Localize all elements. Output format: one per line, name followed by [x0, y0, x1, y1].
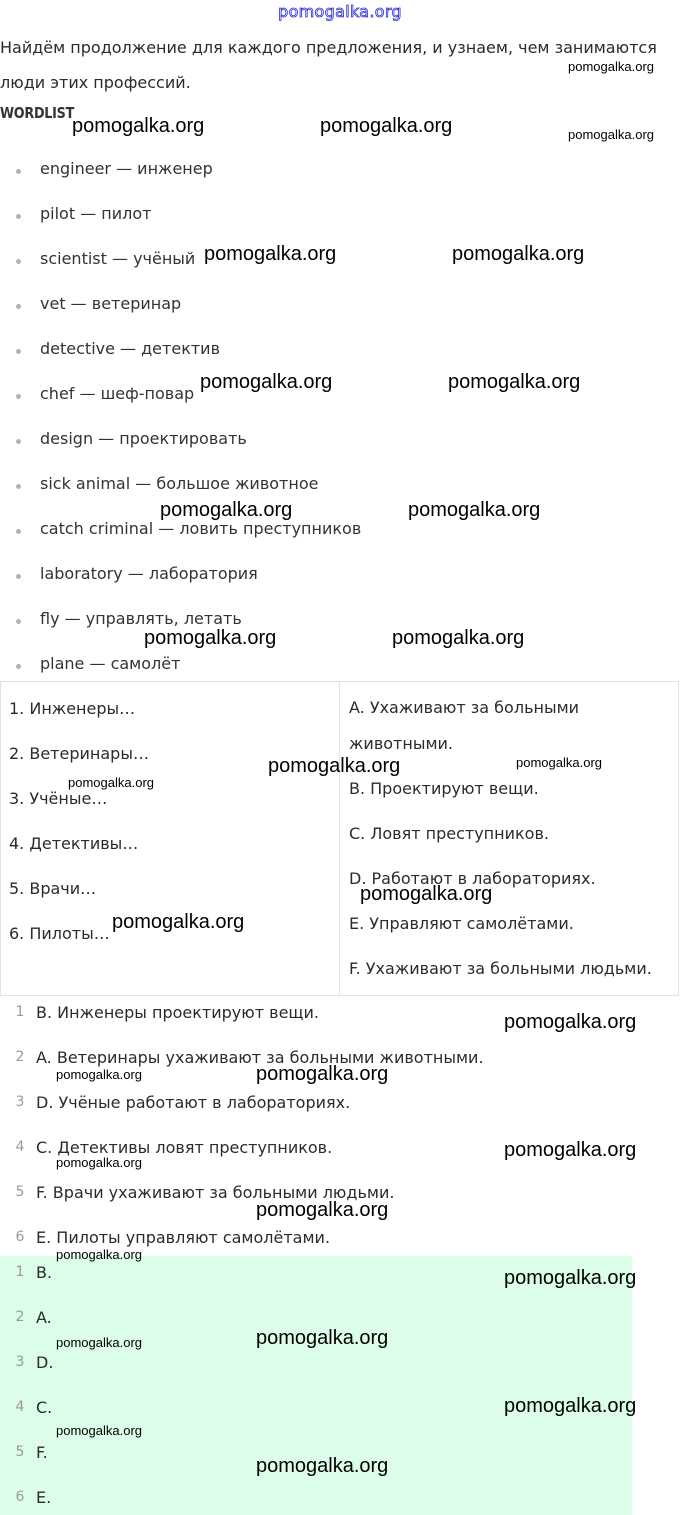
watermark: pomogalka.org: [256, 1455, 389, 1477]
bullet-icon: [16, 394, 21, 399]
answer-text: C.: [36, 1398, 53, 1417]
watermark: pomogalka.org: [56, 1423, 142, 1438]
answer-number: 1: [15, 1004, 25, 1020]
bullet-icon: [16, 484, 21, 489]
answer-number: 4: [15, 1399, 25, 1415]
matching-table: [0, 681, 679, 996]
watermark: pomogalka.org: [256, 1199, 389, 1221]
watermark: pomogalka.org: [200, 371, 333, 393]
answer-number: 6: [15, 1229, 25, 1245]
bullet-icon: [16, 169, 21, 174]
answer-number: 2: [15, 1309, 25, 1325]
watermark: pomogalka.org: [56, 1247, 142, 1262]
watermark: pomogalka.org: [568, 127, 654, 142]
watermark: pomogalka.org: [144, 627, 277, 649]
bullet-icon: [16, 214, 21, 219]
left-column-item: 2. Ветеринары…: [9, 744, 149, 763]
table-divider: [339, 682, 340, 995]
answer-number: 5: [15, 1184, 25, 1200]
left-column-item: 4. Детективы…: [9, 834, 139, 853]
answer-text: E. Пилоты управляют самолётами.: [36, 1228, 331, 1247]
watermark: pomogalka.org: [504, 1011, 637, 1033]
wordlist-heading: WORDLIST: [0, 104, 75, 122]
left-column-item: 5. Врачи…: [9, 879, 97, 898]
answer-text: D. Учёные работают в лабораториях.: [36, 1093, 351, 1112]
answer-text: A. Ветеринары ухаживают за больными животными.: [36, 1048, 484, 1067]
answer-number: 3: [15, 1094, 25, 1110]
right-column-item: D. Работают в лабораториях.: [349, 869, 596, 888]
watermark: pomogalka.org: [504, 1139, 637, 1161]
right-column-item: E. Управляют самолётами.: [349, 914, 574, 933]
watermark: pomogalka.org: [392, 627, 525, 649]
watermark: pomogalka.org: [504, 1267, 637, 1289]
bullet-icon: [16, 619, 21, 624]
watermark: pomogalka.org: [56, 1067, 142, 1082]
watermark: pomogalka.org: [256, 1063, 389, 1085]
answer-text: B.: [36, 1263, 53, 1282]
watermark: pomogalka.org: [448, 371, 581, 393]
watermark: pomogalka.org: [268, 755, 401, 777]
watermark: pomogalka.org: [452, 243, 585, 265]
answer-number: 2: [15, 1049, 25, 1065]
answer-number: 6: [15, 1489, 25, 1505]
watermark: pomogalka.org: [256, 1327, 389, 1349]
left-column-item: 1. Инженеры…: [9, 699, 136, 718]
answer-text: E.: [36, 1488, 52, 1507]
watermark: pomogalka.org: [56, 1155, 142, 1170]
answer-number: 5: [15, 1444, 25, 1460]
right-column-item: A. Ухаживают за больными животными.: [349, 698, 580, 753]
watermark: pomogalka.org: [160, 499, 293, 521]
bullet-icon: [16, 439, 21, 444]
bullet-icon: [16, 664, 21, 669]
watermark: pomogalka.org: [320, 115, 453, 137]
answer-number: 1: [15, 1264, 25, 1280]
bullet-icon: [16, 304, 21, 309]
watermark: pomogalka.org: [408, 499, 541, 521]
bullet-icon: [16, 349, 21, 354]
left-column-item: 3. Учёные…: [9, 789, 108, 808]
bullet-icon: [16, 529, 21, 534]
watermark: pomogalka.org: [360, 883, 493, 905]
answer-text: B. Инженеры проектируют вещи.: [36, 1003, 319, 1022]
answer-text: D.: [36, 1353, 54, 1372]
watermark: pomogalka.org: [56, 1335, 142, 1350]
right-column-item: C. Ловят преступников.: [349, 824, 549, 843]
answer-number: 4: [15, 1139, 25, 1155]
answer-text: F. Врачи ухаживают за больными людьми.: [36, 1183, 395, 1202]
right-column-item: B. Проектируют вещи.: [349, 779, 539, 798]
answer-text: F.: [36, 1443, 48, 1462]
watermark: pomogalka.org: [204, 243, 337, 265]
site-logo: pomogalka.org: [278, 2, 402, 21]
watermark: pomogalka.org: [568, 59, 654, 74]
answer-text: C. Детективы ловят преступников.: [36, 1138, 333, 1157]
watermark: pomogalka.org: [68, 775, 154, 790]
watermark: pomogalka.org: [72, 115, 205, 137]
answer-text: A.: [36, 1308, 52, 1327]
right-column-item: F. Ухаживают за больными людьми.: [349, 959, 652, 978]
bullet-icon: [16, 259, 21, 264]
watermark: pomogalka.org: [504, 1395, 637, 1417]
watermark: pomogalka.org: [516, 755, 602, 770]
intro-paragraph: Найдём продолжение для каждого предложения, и узнаем, чем занимаются люди этих профессий.: [0, 38, 657, 92]
watermark: pomogalka.org: [112, 911, 245, 933]
answer-number: 3: [15, 1354, 25, 1370]
bullet-icon: [16, 574, 21, 579]
left-column-item: 6. Пилоты…: [9, 924, 110, 943]
